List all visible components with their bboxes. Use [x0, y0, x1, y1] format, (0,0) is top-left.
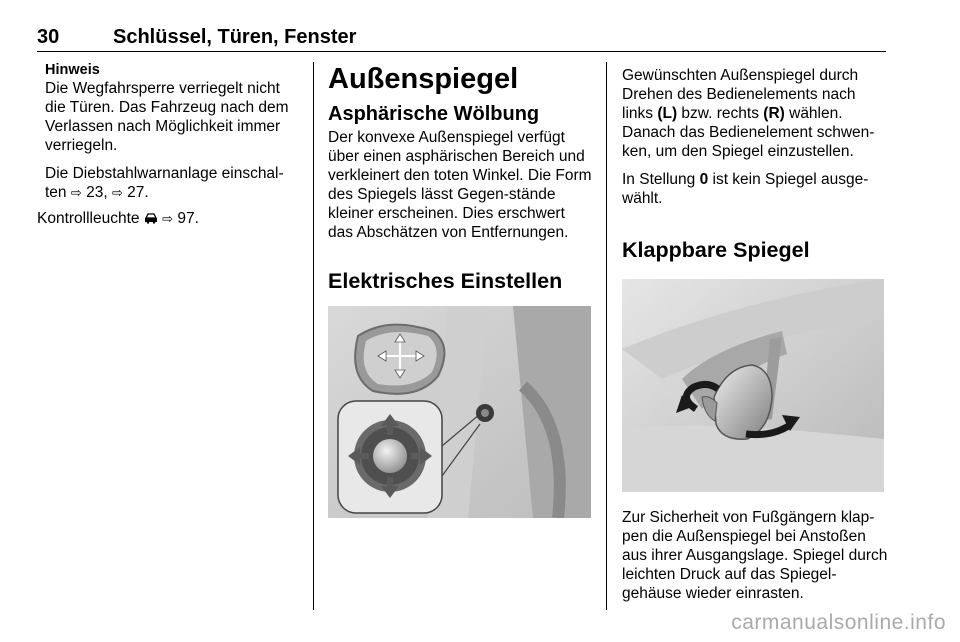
anti-theft-lamp-icon	[144, 212, 158, 224]
subsection-title: Klappbare Spiegel	[622, 238, 810, 262]
text: bzw. rechts	[677, 105, 764, 122]
text: wählen. Danach das Bedienelement schwen-ken, um den Spiegel einzustellen.	[622, 105, 875, 160]
folding-mirror-illustration	[622, 279, 884, 492]
note-paragraph: Die Wegfahrsperre verriegelt nicht die Türen. Das Fahrzeug nach dem Verlassen nach Möglichkeit immer verriegeln.	[45, 80, 289, 154]
text: Gewünschten Außenspiegel durch Drehen des Bedienelements nach links	[622, 67, 859, 122]
column-left	[37, 62, 299, 229]
reference-arrow-icon: ⇨	[162, 212, 174, 227]
page-header	[37, 26, 886, 52]
text: .	[194, 210, 199, 227]
label-right: (R)	[763, 105, 785, 122]
column-divider	[313, 62, 314, 610]
text: ,	[103, 184, 112, 201]
indicator-line	[37, 209, 299, 229]
label-left: (L)	[657, 105, 678, 122]
paragraph: Der konvexe Außenspiegel verfügt über einen asphärischen Bereich und verkleinert den toten Winkel. Die Form des Spiegels lässt Gegen-stände kleiner erscheinen. Dies erschwert das Abschätzen von Entfernungen.	[328, 129, 592, 241]
subsection-title: Elektrisches Einstellen	[328, 269, 563, 293]
note-title: Hinweis	[45, 62, 100, 78]
text: ist kein Spiegel ausge-wählt.	[622, 171, 869, 207]
column-right	[622, 66, 888, 603]
page-number: 30	[37, 26, 60, 48]
note-paragraph-refs	[45, 164, 299, 203]
paragraph-position-zero	[622, 170, 888, 208]
page-ref-link[interactable]: 97	[177, 210, 195, 227]
subsection-title: Asphärische Wölbung	[328, 103, 540, 125]
paragraph: Zur Sicherheit von Fußgängern klap-pen die Außenspiegel bei Anstoßen aus ihrer Ausgangslage. Spiegel durch leichten Druck auf das Spiegel-gehäuse wieder einrasten.	[622, 509, 888, 602]
column-middle	[328, 62, 593, 518]
chapter-title: Schlüssel, Türen, Fenster	[113, 26, 357, 48]
text: .	[144, 184, 149, 201]
text: In Stellung	[622, 171, 700, 188]
page-ref-link[interactable]: 23	[86, 184, 104, 201]
text: Kontrollleuchte	[37, 210, 144, 227]
reference-arrow-icon: ⇨	[70, 186, 82, 201]
page-ref-link[interactable]: 27	[127, 184, 145, 201]
text: Die Diebstahlwarnanlage einschal-ten	[45, 165, 284, 201]
mirror-control-illustration	[328, 306, 591, 518]
watermark: carmanualsonline.info	[731, 611, 946, 634]
column-divider	[606, 62, 607, 610]
reference-arrow-icon: ⇨	[111, 186, 123, 201]
section-title: Außenspiegel	[328, 63, 519, 95]
note-box	[37, 62, 299, 203]
label-zero: 0	[699, 171, 709, 188]
paragraph-select-mirror	[622, 66, 888, 161]
